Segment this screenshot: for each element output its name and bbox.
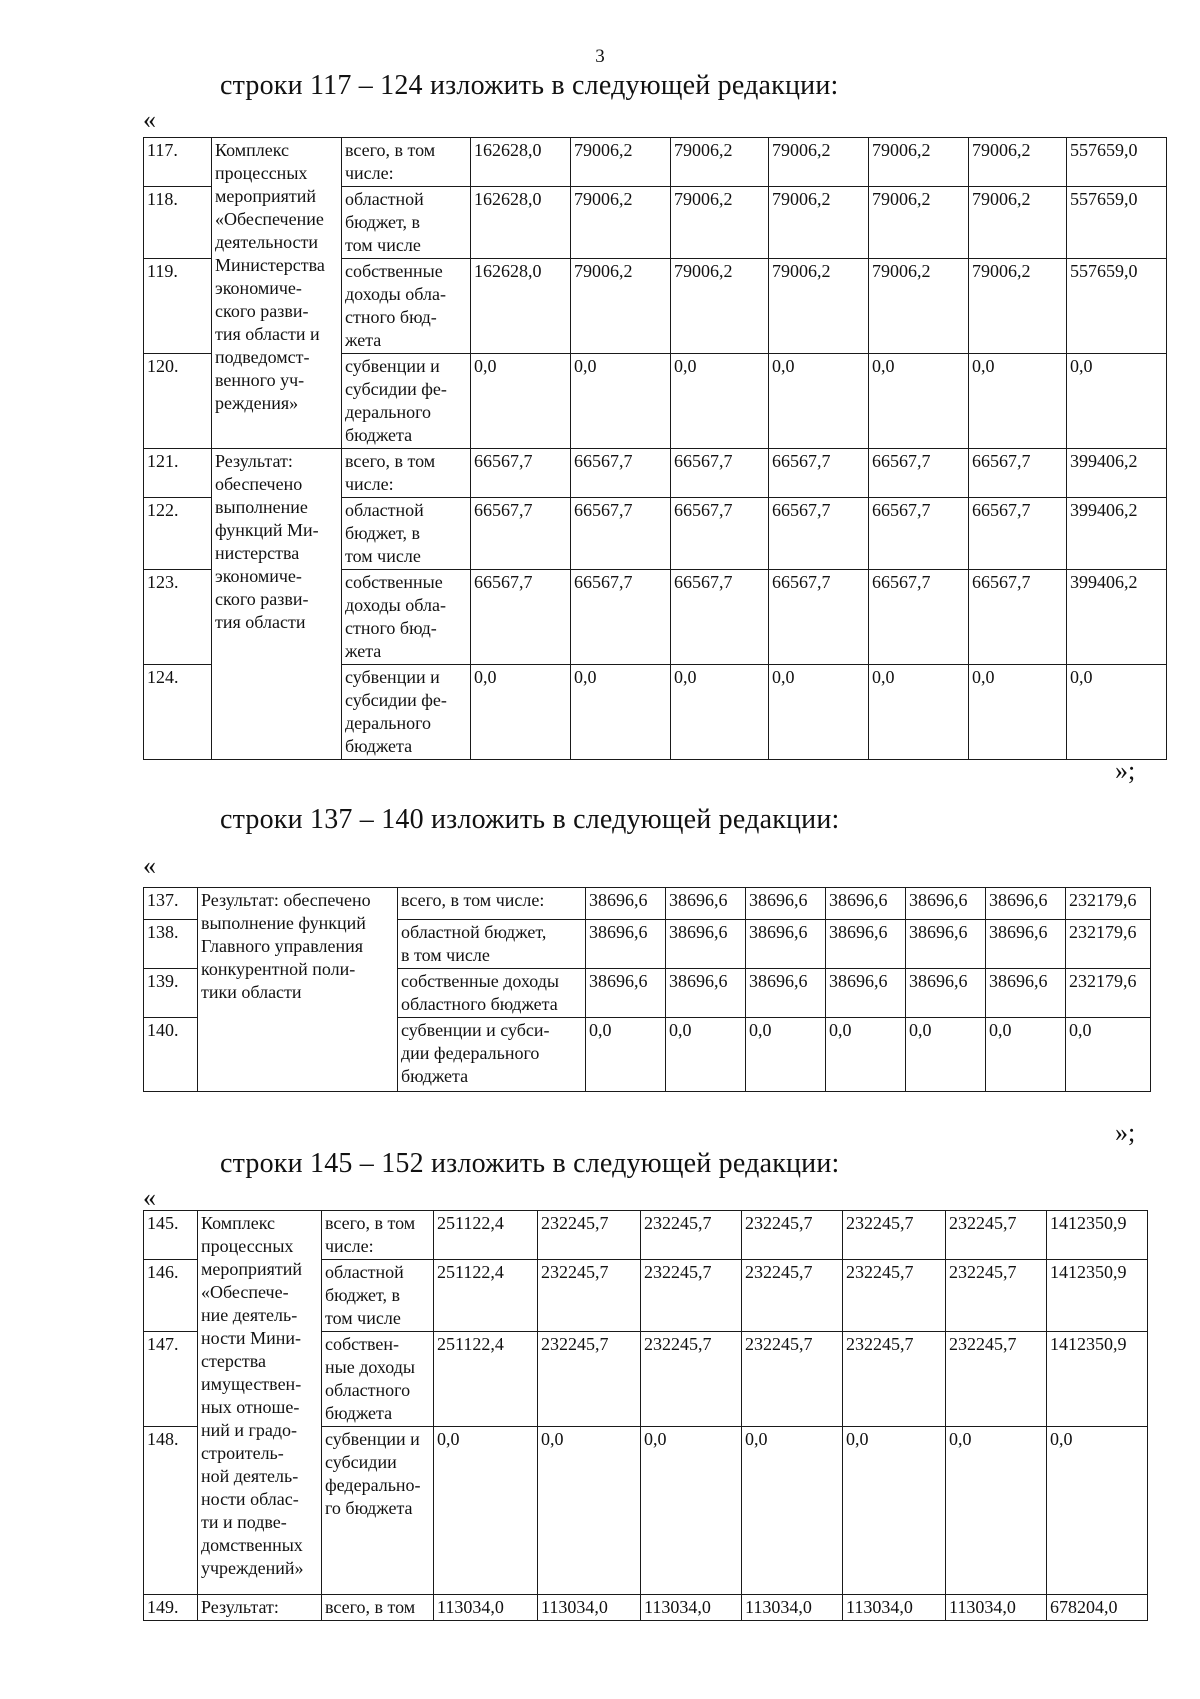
value-cell: 66567,7 (869, 570, 969, 665)
row-number-cell: 123. (144, 570, 212, 665)
value-cell: 557659,0 (1067, 259, 1167, 354)
table-rows-137-140 (143, 887, 1151, 1092)
value-cell: 38696,6 (906, 969, 986, 1018)
value-cell: 0,0 (969, 665, 1067, 760)
row-number-cell: 119. (144, 259, 212, 354)
value-cell: 66567,7 (671, 498, 769, 570)
value-cell: 38696,6 (826, 969, 906, 1018)
value-cell: 79006,2 (769, 138, 869, 187)
table-row (144, 1211, 1148, 1260)
value-cell: 38696,6 (746, 969, 826, 1018)
value-cell: 79006,2 (969, 259, 1067, 354)
value-cell: 66567,7 (571, 498, 671, 570)
value-cell: 79006,2 (969, 138, 1067, 187)
value-cell: 251122,4 (434, 1260, 538, 1332)
value-cell: 79006,2 (571, 259, 671, 354)
value-cell: 251122,4 (434, 1332, 538, 1427)
value-cell: 0,0 (471, 354, 571, 449)
row-number-cell: 146. (144, 1260, 198, 1332)
row-number-cell: 137. (144, 888, 198, 920)
value-cell: 232245,7 (946, 1211, 1047, 1260)
value-cell: 38696,6 (826, 920, 906, 969)
funding-source-cell: собственные доходы областного бюджета (398, 969, 586, 1018)
table-row (144, 888, 1151, 920)
value-cell: 0,0 (666, 1018, 746, 1092)
value-cell: 0,0 (906, 1018, 986, 1092)
value-cell: 232245,7 (843, 1332, 946, 1427)
value-cell: 38696,6 (666, 920, 746, 969)
value-cell: 113034,0 (742, 1595, 843, 1621)
item-name-cell: Комплекс процессных мероприятий «Обеспече- ние деятель- ности Мини- стерства имуществен- ных отноше- ний и градо- строитель- ной деятель- ности облас- ти и подве- домственных учреждений» (198, 1211, 322, 1595)
value-cell: 38696,6 (906, 920, 986, 969)
row-number-cell: 121. (144, 449, 212, 498)
row-number-cell: 149. (144, 1595, 198, 1621)
item-name-cell: Комплекс процессных мероприятий «Обеспечение деятельности Министерства экономиче- ского разви- тия области и подведомст- венного уч- реждения» (212, 138, 342, 449)
funding-source-cell: субвенции и субсидии федерально- го бюджета (322, 1427, 434, 1595)
value-cell: 0,0 (671, 665, 769, 760)
funding-source-cell: субвенции и субсидии фе- дерального бюджета (342, 665, 471, 760)
item-name-cell: Результат: (198, 1595, 322, 1621)
section-heading-2: строки 137 – 140 изложить в следующей редакции: (220, 804, 840, 835)
value-cell: 113034,0 (641, 1595, 742, 1621)
value-cell: 38696,6 (986, 969, 1066, 1018)
value-cell: 0,0 (946, 1427, 1047, 1595)
funding-source-cell: субвенции и субси- дии федерального бюджета (398, 1018, 586, 1092)
value-cell: 1412350,9 (1047, 1332, 1148, 1427)
close-quote-2: »; (1115, 1118, 1136, 1147)
value-cell: 79006,2 (869, 138, 969, 187)
value-cell: 0,0 (769, 665, 869, 760)
value-cell: 162628,0 (471, 259, 571, 354)
value-cell: 79006,2 (671, 138, 769, 187)
value-cell: 0,0 (742, 1427, 843, 1595)
value-cell: 113034,0 (946, 1595, 1047, 1621)
table-rows-145-152 (143, 1210, 1148, 1621)
open-quote-3: « (143, 1183, 156, 1212)
table-rows-117-124 (143, 137, 1167, 760)
funding-source-cell: всего, в том числе: (342, 138, 471, 187)
value-cell: 66567,7 (969, 498, 1067, 570)
value-cell: 232245,7 (742, 1211, 843, 1260)
value-cell: 113034,0 (434, 1595, 538, 1621)
value-cell: 66567,7 (769, 570, 869, 665)
value-cell: 0,0 (434, 1427, 538, 1595)
value-cell: 1412350,9 (1047, 1211, 1148, 1260)
row-number-cell: 117. (144, 138, 212, 187)
open-quote-2: « (143, 851, 156, 880)
funding-source-cell: областной бюджет, в том числе (342, 498, 471, 570)
value-cell: 38696,6 (986, 888, 1066, 920)
value-cell: 399406,2 (1067, 449, 1167, 498)
row-number-cell: 147. (144, 1332, 198, 1427)
value-cell: 0,0 (1066, 1018, 1151, 1092)
page-number: 3 (595, 46, 605, 67)
value-cell: 0,0 (1067, 354, 1167, 449)
value-cell: 79006,2 (769, 187, 869, 259)
value-cell: 232245,7 (641, 1332, 742, 1427)
value-cell: 1412350,9 (1047, 1260, 1148, 1332)
value-cell: 0,0 (769, 354, 869, 449)
value-cell: 0,0 (538, 1427, 641, 1595)
value-cell: 66567,7 (769, 449, 869, 498)
section-heading-1: строки 117 – 124 изложить в следующей редакции: (220, 70, 839, 101)
row-number-cell: 120. (144, 354, 212, 449)
row-number-cell: 145. (144, 1211, 198, 1260)
value-cell: 0,0 (1067, 665, 1167, 760)
value-cell: 113034,0 (538, 1595, 641, 1621)
value-cell: 38696,6 (586, 920, 666, 969)
value-cell: 79006,2 (671, 259, 769, 354)
value-cell: 678204,0 (1047, 1595, 1148, 1621)
value-cell: 38696,6 (666, 969, 746, 1018)
table-row (144, 449, 1167, 498)
value-cell: 232245,7 (742, 1260, 843, 1332)
value-cell: 399406,2 (1067, 570, 1167, 665)
value-cell: 79006,2 (571, 187, 671, 259)
value-cell: 0,0 (969, 354, 1067, 449)
row-number-cell: 124. (144, 665, 212, 760)
value-cell: 0,0 (571, 665, 671, 760)
value-cell: 232179,6 (1066, 969, 1151, 1018)
value-cell: 66567,7 (769, 498, 869, 570)
value-cell: 232245,7 (538, 1332, 641, 1427)
value-cell: 0,0 (671, 354, 769, 449)
value-cell: 66567,7 (671, 570, 769, 665)
row-number-cell: 148. (144, 1427, 198, 1595)
funding-source-cell: собствен- ные доходы областного бюджета (322, 1332, 434, 1427)
value-cell: 232245,7 (946, 1260, 1047, 1332)
value-cell: 0,0 (571, 354, 671, 449)
value-cell: 232245,7 (946, 1332, 1047, 1427)
row-number-cell: 139. (144, 969, 198, 1018)
value-cell: 79006,2 (969, 187, 1067, 259)
value-cell: 38696,6 (826, 888, 906, 920)
funding-source-cell: субвенции и субсидии фе- дерального бюджета (342, 354, 471, 449)
value-cell: 232245,7 (538, 1211, 641, 1260)
value-cell: 399406,2 (1067, 498, 1167, 570)
item-name-cell: Результат: обеспечено выполнение функций Ми- нистерства экономиче- ского разви- тия области (212, 449, 342, 760)
funding-source-cell: всего, в том числе: (322, 1211, 434, 1260)
funding-source-cell: собственные доходы обла- стного бюд- жета (342, 570, 471, 665)
value-cell: 0,0 (869, 354, 969, 449)
value-cell: 0,0 (826, 1018, 906, 1092)
value-cell: 38696,6 (746, 920, 826, 969)
table-row (144, 1595, 1148, 1621)
value-cell: 66567,7 (471, 498, 571, 570)
value-cell: 38696,6 (586, 969, 666, 1018)
value-cell: 0,0 (1047, 1427, 1148, 1595)
close-quote-1: »; (1115, 756, 1136, 785)
value-cell: 38696,6 (986, 920, 1066, 969)
row-number-cell: 138. (144, 920, 198, 969)
row-number-cell: 118. (144, 187, 212, 259)
funding-source-cell: областной бюджет, в том числе (398, 920, 586, 969)
funding-source-cell: собственные доходы обла- стного бюд- жета (342, 259, 471, 354)
value-cell: 232245,7 (843, 1260, 946, 1332)
value-cell: 79006,2 (671, 187, 769, 259)
value-cell: 38696,6 (746, 888, 826, 920)
value-cell: 0,0 (869, 665, 969, 760)
funding-source-cell: всего, в том числе: (342, 449, 471, 498)
value-cell: 162628,0 (471, 187, 571, 259)
value-cell: 232245,7 (843, 1211, 946, 1260)
item-name-cell: Результат: обеспечено выполнение функций Главного управления конкурентной поли- тики области (198, 888, 398, 1092)
value-cell: 66567,7 (671, 449, 769, 498)
funding-source-cell: всего, в том (322, 1595, 434, 1621)
table-row (144, 138, 1167, 187)
value-cell: 79006,2 (869, 187, 969, 259)
value-cell: 0,0 (986, 1018, 1066, 1092)
value-cell: 232179,6 (1066, 888, 1151, 920)
funding-source-cell: областной бюджет, в том числе (342, 187, 471, 259)
value-cell: 113034,0 (843, 1595, 946, 1621)
value-cell: 38696,6 (906, 888, 986, 920)
value-cell: 79006,2 (869, 259, 969, 354)
value-cell: 38696,6 (666, 888, 746, 920)
value-cell: 0,0 (471, 665, 571, 760)
section-heading-3: строки 145 – 152 изложить в следующей редакции: (220, 1148, 840, 1179)
value-cell: 79006,2 (769, 259, 869, 354)
value-cell: 0,0 (586, 1018, 666, 1092)
funding-source-cell: всего, в том числе: (398, 888, 586, 920)
value-cell: 66567,7 (471, 570, 571, 665)
value-cell: 232245,7 (641, 1260, 742, 1332)
value-cell: 232245,7 (742, 1332, 843, 1427)
open-quote-1: « (143, 105, 156, 134)
value-cell: 0,0 (843, 1427, 946, 1595)
value-cell: 232245,7 (538, 1260, 641, 1332)
value-cell: 38696,6 (586, 888, 666, 920)
value-cell: 162628,0 (471, 138, 571, 187)
value-cell: 66567,7 (869, 498, 969, 570)
value-cell: 232179,6 (1066, 920, 1151, 969)
funding-source-cell: областной бюджет, в том числе (322, 1260, 434, 1332)
value-cell: 66567,7 (969, 570, 1067, 665)
value-cell: 557659,0 (1067, 138, 1167, 187)
value-cell: 66567,7 (969, 449, 1067, 498)
row-number-cell: 122. (144, 498, 212, 570)
value-cell: 79006,2 (571, 138, 671, 187)
value-cell: 0,0 (641, 1427, 742, 1595)
value-cell: 66567,7 (571, 570, 671, 665)
row-number-cell: 140. (144, 1018, 198, 1092)
value-cell: 232245,7 (641, 1211, 742, 1260)
value-cell: 66567,7 (471, 449, 571, 498)
value-cell: 66567,7 (869, 449, 969, 498)
value-cell: 66567,7 (571, 449, 671, 498)
value-cell: 0,0 (746, 1018, 826, 1092)
value-cell: 557659,0 (1067, 187, 1167, 259)
value-cell: 251122,4 (434, 1211, 538, 1260)
